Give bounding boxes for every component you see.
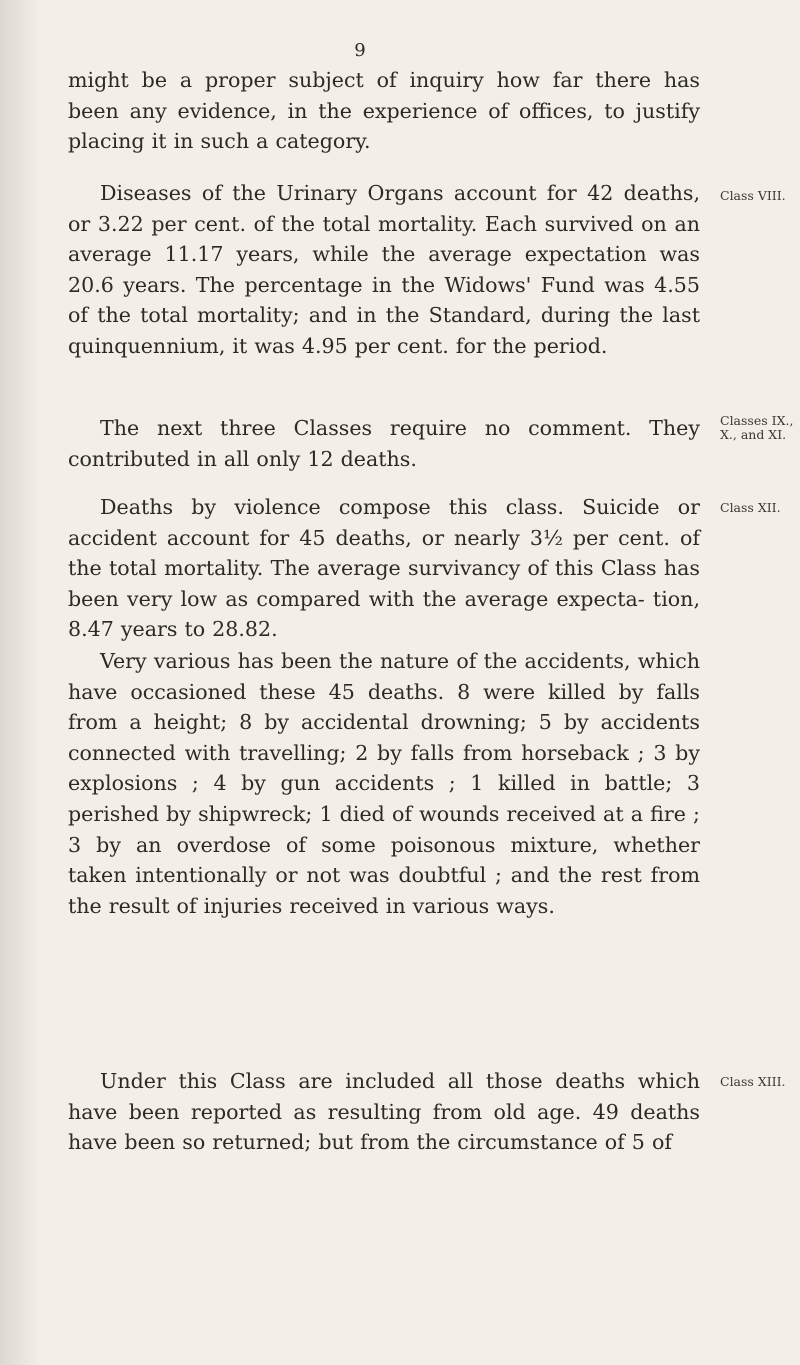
- page-edge-shadow: [0, 0, 40, 1365]
- margin-note-label-line2: X., and XI.: [720, 427, 787, 442]
- margin-note-label: Class VIII.: [720, 188, 786, 203]
- margin-note-label: Class XIII.: [720, 1074, 786, 1089]
- paragraph-continuation: might be a proper subject of inquiry how far there has been any evidence, in the experience of offices, to justify placing it in such a category.: [68, 68, 700, 154]
- margin-note-class-xii: [720, 501, 800, 515]
- margin-note-classes-ix-x-xi: [720, 414, 800, 442]
- paragraph-urinary-organs: Diseases of the Urinary Organs account for 42 deaths, or 3.22 per cent. of the total mortality. Each survived on an average 11.17 years, while the average expectation was 20.6 years. The percentage in the Widows' Fund was 4.55 of the total mortality; and in the Standard, during the last quinquennium, it was 4.95 per cent. for the period.: [68, 181, 700, 358]
- paragraph-old-age: Under this Class are included all those deaths which have been reported as resulting from old age. 49 deaths have been so returned; but from the circumstance of 5 of: [68, 1069, 700, 1155]
- margin-note-class-viii: [720, 189, 800, 203]
- paragraph-deaths-by-violence: Deaths by violence compose this class. Suicide or accident account for 45 deaths, or nearly 3½ per cent. of the total mortality. The average survivancy of this Class has been very low as compared with the average expecta- tion, 8.47 years to 28.82.: [68, 495, 700, 642]
- page-number: 9: [354, 40, 366, 61]
- margin-note-label-line1: Classes IX.,: [720, 413, 794, 428]
- paragraph-next-three-classes: The next three Classes require no comment. They contributed in all only 12 deaths.: [68, 416, 700, 471]
- margin-note-label: Class XII.: [720, 500, 781, 515]
- paragraph-nature-of-accidents: Very various has been the nature of the accidents, which have occasioned these 45 deaths. 8 were killed by falls from a height; 8 by accidental drowning; 5 by accidents connected with travelling; 2 by falls from horseback ; 3 by explosions ; 4 by gun accidents ; 1 killed in battle; 3 perished by shipwreck; 1 died of wounds received at a fire ; 3 by an overdose of some poisonous mixture, whether taken intentionally or not was doubtful ; and the rest from the result of injuries received in various ways.: [68, 649, 700, 918]
- margin-note-class-xiii: [720, 1075, 800, 1089]
